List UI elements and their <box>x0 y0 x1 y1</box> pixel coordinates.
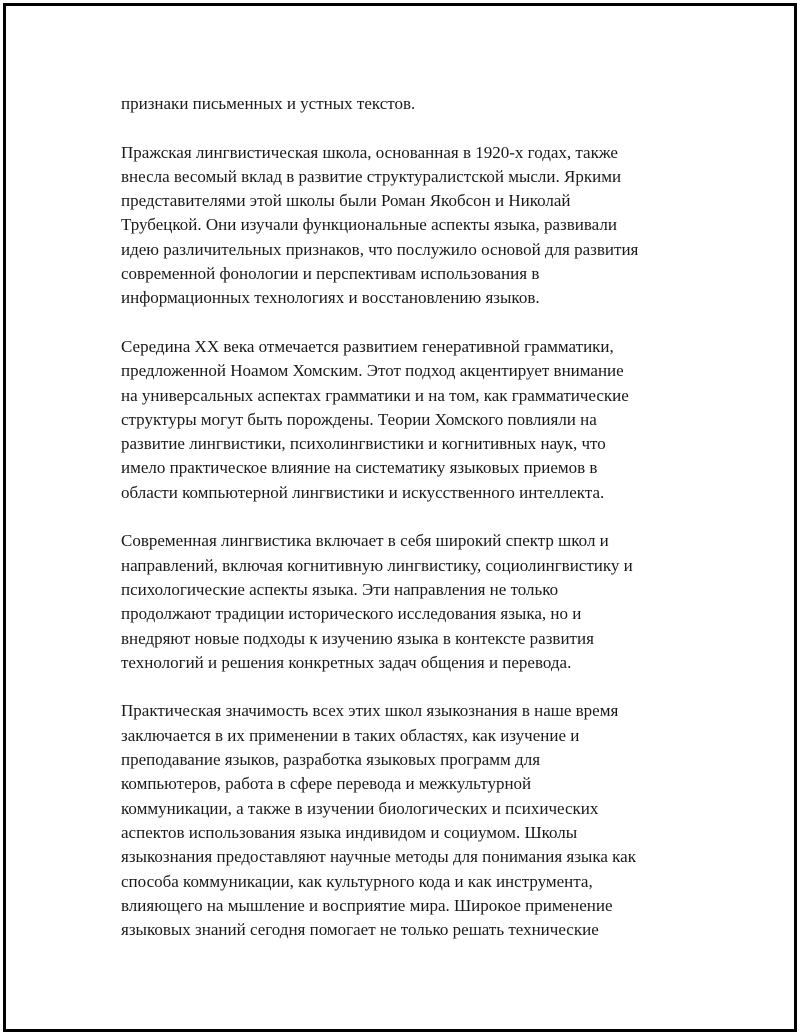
text-line: представителями этой школы были Роман Якобсон и Николай <box>121 191 571 211</box>
text-line: аспектов использования языка индивидом и социумом. Школы <box>121 822 578 842</box>
text-line: компьютеров, работа в сфере перевода и межкультурной <box>121 774 532 794</box>
text-line: продолжают традиции исторического исследования языка, но и <box>121 604 582 624</box>
paragraph-3 <box>121 335 701 505</box>
text-line: идею различительных признаков, что послужило основой для развития <box>121 239 639 259</box>
text-line: развитие лингвистики, психолингвистики и когнитивных наук, что <box>121 434 606 454</box>
text-line: современной фонологии и перспективам использования в <box>121 264 540 284</box>
text-line: коммуникации, а также в изучении биологических и психических <box>121 798 599 818</box>
text-line: на универсальных аспектах грамматики и на том, как грамматические <box>121 385 629 405</box>
paragraph-2 <box>121 141 701 311</box>
text-line: имело практическое влияние на систематику языковых приемов в <box>121 458 598 478</box>
paragraph-4 <box>121 529 701 675</box>
text-line: структуры могут быть порождены. Теории Хомского повлияли на <box>121 409 597 429</box>
text-line: языкознания предоставляют научные методы для понимания языка как <box>121 847 636 867</box>
text-line: Пражская лингвистическая школа, основанная в 1920-х годах, также <box>121 142 618 162</box>
page-frame <box>3 3 797 1032</box>
text-line: внесла весомый вклад в развитие структуралистской мысли. Яркими <box>121 166 622 186</box>
text-line: языковых знаний сегодня помогает не только решать технические <box>121 920 599 940</box>
text-line: Современная лингвистика включает в себя широкий спектр школ и <box>121 531 609 551</box>
text-line: заключается в их применении в таких областях, как изучение и <box>121 725 580 745</box>
text-line: Трубецкой. Они изучали функциональные аспекты языка, развивали <box>121 215 617 235</box>
text-line: области компьютерной лингвистики и искусственного интеллекта. <box>121 482 605 502</box>
text-line: психологические аспекты языка. Эти направления не только <box>121 579 559 599</box>
text-line: предложенной Ноамом Хомским. Этот подход акцентирует внимание <box>121 361 624 381</box>
text-line: информационных технологиях и восстановлению языков. <box>121 288 540 308</box>
text-line: преподавание языков, разработка языковых программ для <box>121 750 541 770</box>
text-line: признаки письменных и устных текстов. <box>121 94 416 113</box>
page-body <box>121 92 701 967</box>
text-line: направлений, включая когнитивную лингвистику, социолингвистику и <box>121 555 633 575</box>
text-line: Практическая значимость всех этих школ языкознания в наше время <box>121 701 619 721</box>
paragraph-1 <box>121 92 701 116</box>
paragraph-5 <box>121 699 701 942</box>
text-line: влияющего на мышление и восприятие мира. Широкое применение <box>121 895 613 915</box>
text-line: внедряют новые подходы к изучению языка в контексте развития <box>121 628 594 648</box>
text-line: технологий и решения конкретных задач общения и перевода. <box>121 652 572 672</box>
text-line: способа коммуникации, как культурного кода и как инструмента, <box>121 871 593 891</box>
text-line: Середина XX века отмечается развитием генеративной грамматики, <box>121 336 614 356</box>
